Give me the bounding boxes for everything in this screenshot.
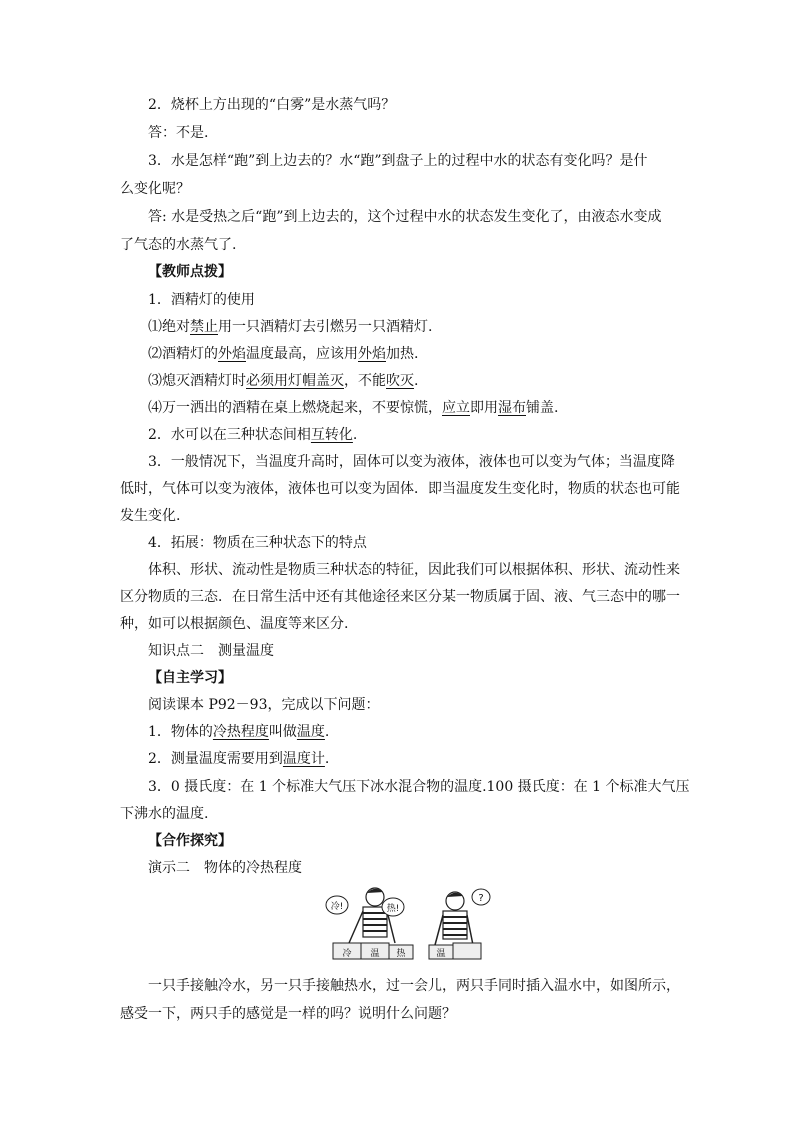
right-person-figure <box>435 892 473 945</box>
blank-answer: 必须用灯帽盖灭 <box>246 373 344 389</box>
q2-question: 2．烧杯上方出现的“白雾”是水蒸气吗？ <box>148 97 396 113</box>
speech-bubble-cold <box>326 896 348 914</box>
tip4-title: 4．拓展：物质在三种状态下的特点 <box>148 535 367 551</box>
basin-label-cold: 冷 <box>342 949 352 959</box>
tip4-line2: 区分物质的三态．在日常生活中还有其他途径来区分某一物质属于固、液、气三态中的哪一 <box>120 589 680 605</box>
teacher-tips-heading: 【教师点拨】 <box>148 264 232 280</box>
blank-answer: 应立 <box>442 400 470 416</box>
tip3-line3: 发生变化. <box>120 508 181 524</box>
blank-answer: 外焰 <box>218 346 246 362</box>
tip1-title: 1．酒精灯的使用 <box>148 292 255 308</box>
self-study-item1: 1．物体的冷热程度叫做温度. <box>148 724 330 740</box>
demo-paragraph-line1: 一只手接触冷水，另一只手接触热水，过一会儿，两只手同时插入温水中，如图所示， <box>148 978 680 994</box>
reading-instruction: 阅读课本 P92－93，完成以下问题： <box>148 697 380 713</box>
speech-bubble-hot <box>382 898 404 916</box>
basin-label-warm-right: 温 <box>436 949 446 959</box>
blank-answer: 吹灭 <box>386 373 414 389</box>
self-study-item3-line1: 3．0 摄氏度：在 1 个标准大气压下冰水混合物的温度.100 摄氏度：在 1 个标准大气压 <box>148 779 690 795</box>
tip3-line1: 3．一般情况下，当温度升高时，固体可以变为液体，液体也可以变为气体；当温度降 <box>148 454 675 470</box>
q3-question-line2: 么变化呢？ <box>120 181 190 197</box>
q3-answer-line1: 答: 水是受热之后“跑”到上边去的，这个过程中水的状态发生变化了，由液态水变成 <box>148 209 662 225</box>
left-basins <box>333 943 413 959</box>
demo-paragraph-line2: 感受一下，两只手的感觉是一样的吗？说明什么问题？ <box>120 1006 456 1022</box>
q2-answer: 答：不是. <box>148 125 209 141</box>
tip1-rule4: ⑷万一洒出的酒精在桌上燃烧起来，不要惊慌，应立即用湿布铺盖. <box>148 400 559 416</box>
blank-answer: 温度 <box>296 724 325 740</box>
tip2: 2．水可以在三种状态间相互转化. <box>148 427 358 443</box>
svg-text:热!: 热! <box>386 904 400 914</box>
q3-question-line1: 3．水是怎样“跑”到上边去的？水“跑”到盘子上的过程中水的状态有变化吗？是什 <box>148 153 648 169</box>
blank-answer: 温度计 <box>282 751 325 767</box>
svg-text:?: ? <box>478 893 484 904</box>
basin-label-hot: 热 <box>396 949 406 959</box>
cooperative-inquiry-heading: 【合作探究】 <box>148 833 232 849</box>
demo-2-title: 演示二 物体的冷热程度 <box>148 860 302 876</box>
tip1-rule2: ⑵酒精灯的外焰温度最高，应该用外焰加热. <box>148 346 419 362</box>
self-study-item3-line2: 下沸水的温度. <box>120 806 209 822</box>
blank-answer: 湿布 <box>498 400 526 416</box>
tip4-line1: 体积、形状、流动性是物质三种状态的特征，因此我们可以根据体积、形状、流动性来 <box>148 562 680 578</box>
blank-answer: 互转化 <box>310 427 353 443</box>
tip4-line3: 种，如可以根据颜色、温度等来区分. <box>120 616 349 632</box>
knowledge-point-2-title: 知识点二 测量温度 <box>148 643 274 659</box>
tip1-rule3: ⑶熄灭酒精灯时必须用灯帽盖灭，不能吹灭. <box>148 373 419 389</box>
tip3-line2: 低时，气体可以变为液体，液体也可以变为固体．即当温度发生变化时，物质的状态也可能 <box>120 481 680 497</box>
svg-text:冷!: 冷! <box>330 902 344 912</box>
q3-answer-line2: 了气态的水蒸气了. <box>120 237 237 253</box>
blank-answer: 冷热程度 <box>212 724 269 740</box>
right-basins <box>429 943 481 959</box>
self-study-item2: 2．测量温度需要用到温度计. <box>148 751 330 767</box>
self-study-heading: 【自主学习】 <box>148 670 232 686</box>
tip1-rule1: ⑴绝对禁止用一只酒精灯去引燃另一只酒精灯. <box>148 319 433 335</box>
blank-answer: 外焰 <box>358 346 386 362</box>
blank-answer: 禁止 <box>190 319 218 335</box>
speech-bubble-question <box>472 889 490 905</box>
hands-temperature-illustration <box>325 883 495 963</box>
basin-label-warm: 温 <box>370 949 380 959</box>
